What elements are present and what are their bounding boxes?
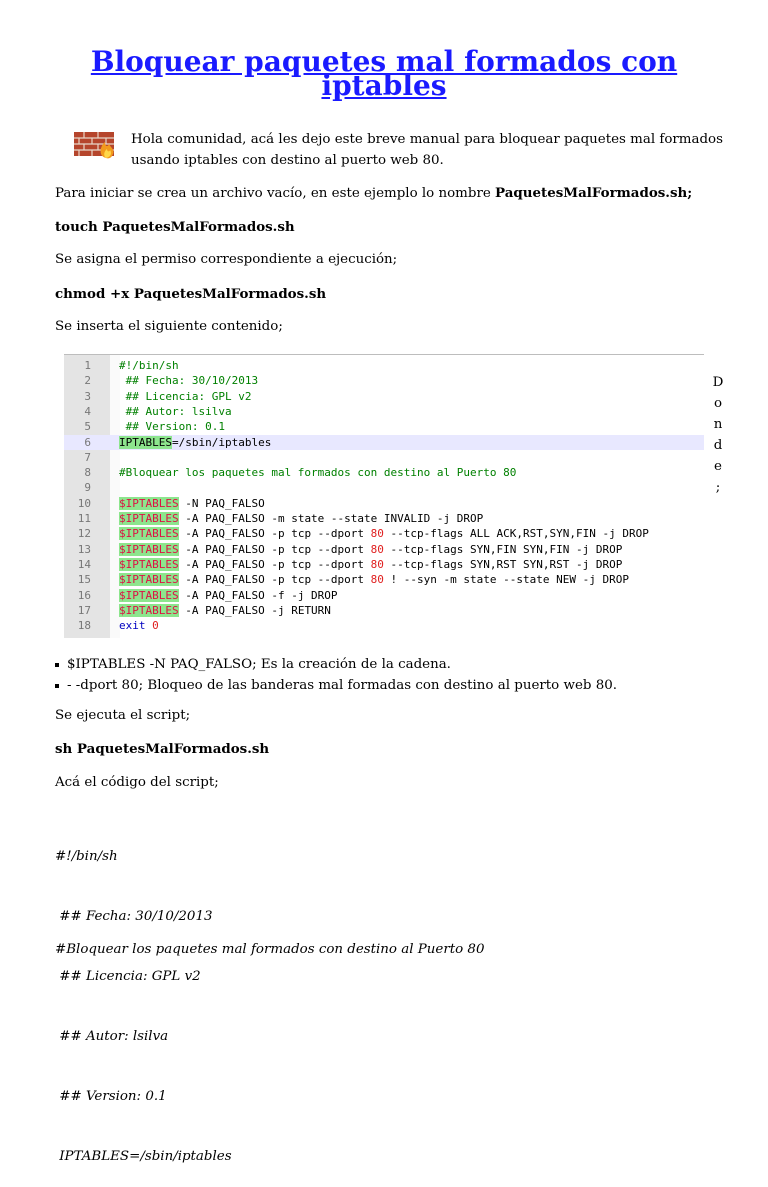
script-listing <box>55 807 232 1187</box>
script-comment: #Bloquear los paquetes mal formados con destino al Puerto 80 <box>55 942 485 957</box>
line-number: 11 <box>77 512 91 525</box>
code-editor-screenshot <box>64 354 704 638</box>
code-line <box>64 588 704 603</box>
code-line <box>64 404 704 419</box>
code-line <box>64 542 704 557</box>
code-line <box>64 511 704 526</box>
donde-letter: D <box>712 375 724 390</box>
command-touch: touch PaquetesMalFormados.sh <box>55 219 295 235</box>
code-line <box>64 572 704 587</box>
bullet-icon <box>55 684 59 688</box>
script-line: ## Autor: lsilva <box>55 1029 169 1044</box>
line-number: 12 <box>77 527 91 541</box>
line-number: 17 <box>77 603 91 617</box>
code-text: ## Version: 0.1 <box>119 420 225 434</box>
list-item <box>55 657 451 672</box>
code-text: $IPTABLES -N PAQ_FALSO <box>119 496 265 510</box>
code-line <box>64 480 704 495</box>
script-line: ## Version: 0.1 <box>55 1089 167 1104</box>
script-line: IPTABLES=/sbin/iptables <box>55 1149 232 1164</box>
code-line <box>64 618 704 633</box>
line-number: 3 <box>84 389 91 403</box>
code-line <box>64 389 704 404</box>
donde-vertical-text <box>712 372 724 498</box>
code-text: $IPTABLES -A PAQ_FALSO -p tcp --dport 80 --tcp-flags SYN,FIN SYN,FIN -j DROP <box>119 542 623 556</box>
line-number: 8 <box>84 466 91 480</box>
intro-paragraph: Hola comunidad, acá les dejo este breve manual para bloquear paquetes mal formados usando iptables con destino al puerto web 80. <box>131 132 723 168</box>
paragraph-insert-content: Se inserta el siguiente contenido; <box>55 319 283 334</box>
code-line <box>64 450 704 465</box>
code-text: IPTABLES=/sbin/iptables <box>119 435 272 449</box>
line-number: 18 <box>77 619 91 633</box>
code-line <box>64 496 704 511</box>
line-number: 14 <box>77 557 91 571</box>
paragraph-create-file <box>55 185 692 201</box>
filename-bold: PaquetesMalFormados.sh; <box>495 185 693 201</box>
donde-letter: ; <box>715 480 721 495</box>
line-number: 5 <box>84 420 91 434</box>
donde-letter: d <box>713 438 723 453</box>
bullet-icon <box>55 663 59 667</box>
firewall-icon <box>72 128 122 160</box>
line-number: 13 <box>77 542 91 556</box>
code-text: $IPTABLES -A PAQ_FALSO -p tcp --dport 80 ! --syn -m state --state NEW -j DROP <box>119 573 629 587</box>
code-text: exit 0 <box>119 619 159 633</box>
code-line <box>64 373 704 388</box>
line-number: 15 <box>77 573 91 587</box>
paragraph-execute: Se ejecuta el script; <box>55 708 191 723</box>
code-text: ## Autor: lsilva <box>119 404 232 418</box>
page-title[interactable]: Bloquear paquetes mal formados con iptables <box>90 45 678 102</box>
line-number: 10 <box>77 496 91 510</box>
script-line: ## Fecha: 30/10/2013 <box>55 909 213 924</box>
code-text: #!/bin/sh <box>119 359 179 372</box>
code-text: #Bloquear los paquetes mal formados con destino al Puerto 80 <box>119 466 517 480</box>
code-line <box>64 419 704 434</box>
code-line <box>64 526 704 541</box>
code-text: $IPTABLES -A PAQ_FALSO -j RETURN <box>119 603 331 617</box>
paragraph-text: Para iniciar se crea un archivo vacío, en este ejemplo lo nombre <box>55 186 496 201</box>
donde-letter: e <box>714 459 722 474</box>
code-line <box>64 435 704 450</box>
code-text: $IPTABLES -A PAQ_FALSO -m state --state INVALID -j DROP <box>119 512 484 525</box>
code-line <box>64 465 704 480</box>
code-line <box>64 358 704 373</box>
line-number: 16 <box>77 588 91 602</box>
command-sh: sh PaquetesMalFormados.sh <box>55 741 270 757</box>
line-number: 4 <box>84 404 91 418</box>
paragraph-script-code: Acá el código del script; <box>55 775 219 790</box>
code-line <box>64 603 704 618</box>
code-line <box>64 557 704 572</box>
code-text: $IPTABLES -A PAQ_FALSO -p tcp --dport 80 --tcp-flags ALL ACK,RST,SYN,FIN -j DROP <box>119 527 649 541</box>
donde-letter: n <box>713 417 723 432</box>
script-line: ## Licencia: GPL v2 <box>55 969 201 984</box>
line-number: 1 <box>84 359 91 372</box>
command-chmod: chmod +x PaquetesMalFormados.sh <box>55 286 327 302</box>
line-number: 7 <box>84 450 91 464</box>
code-text: $IPTABLES -A PAQ_FALSO -f -j DROP <box>119 588 338 602</box>
line-number: 9 <box>84 481 91 495</box>
code-text: $IPTABLES -A PAQ_FALSO -p tcp --dport 80 --tcp-flags SYN,RST SYN,RST -j DROP <box>119 557 623 571</box>
code-text: ## Fecha: 30/10/2013 <box>119 374 259 388</box>
list-item <box>55 678 617 693</box>
line-number: 2 <box>84 374 91 388</box>
donde-letter: o <box>713 396 723 411</box>
script-line: #!/bin/sh <box>55 849 118 864</box>
line-number: 6 <box>84 435 91 449</box>
list-item-text: - -dport 80; Bloqueo de las banderas mal formadas con destino al puerto web 80. <box>67 678 617 693</box>
code-text: ## Licencia: GPL v2 <box>119 389 252 403</box>
list-item-text: $IPTABLES -N PAQ_FALSO; Es la creación de la cadena. <box>67 657 451 672</box>
paragraph-permission: Se asigna el permiso correspondiente a ejecución; <box>55 252 398 267</box>
